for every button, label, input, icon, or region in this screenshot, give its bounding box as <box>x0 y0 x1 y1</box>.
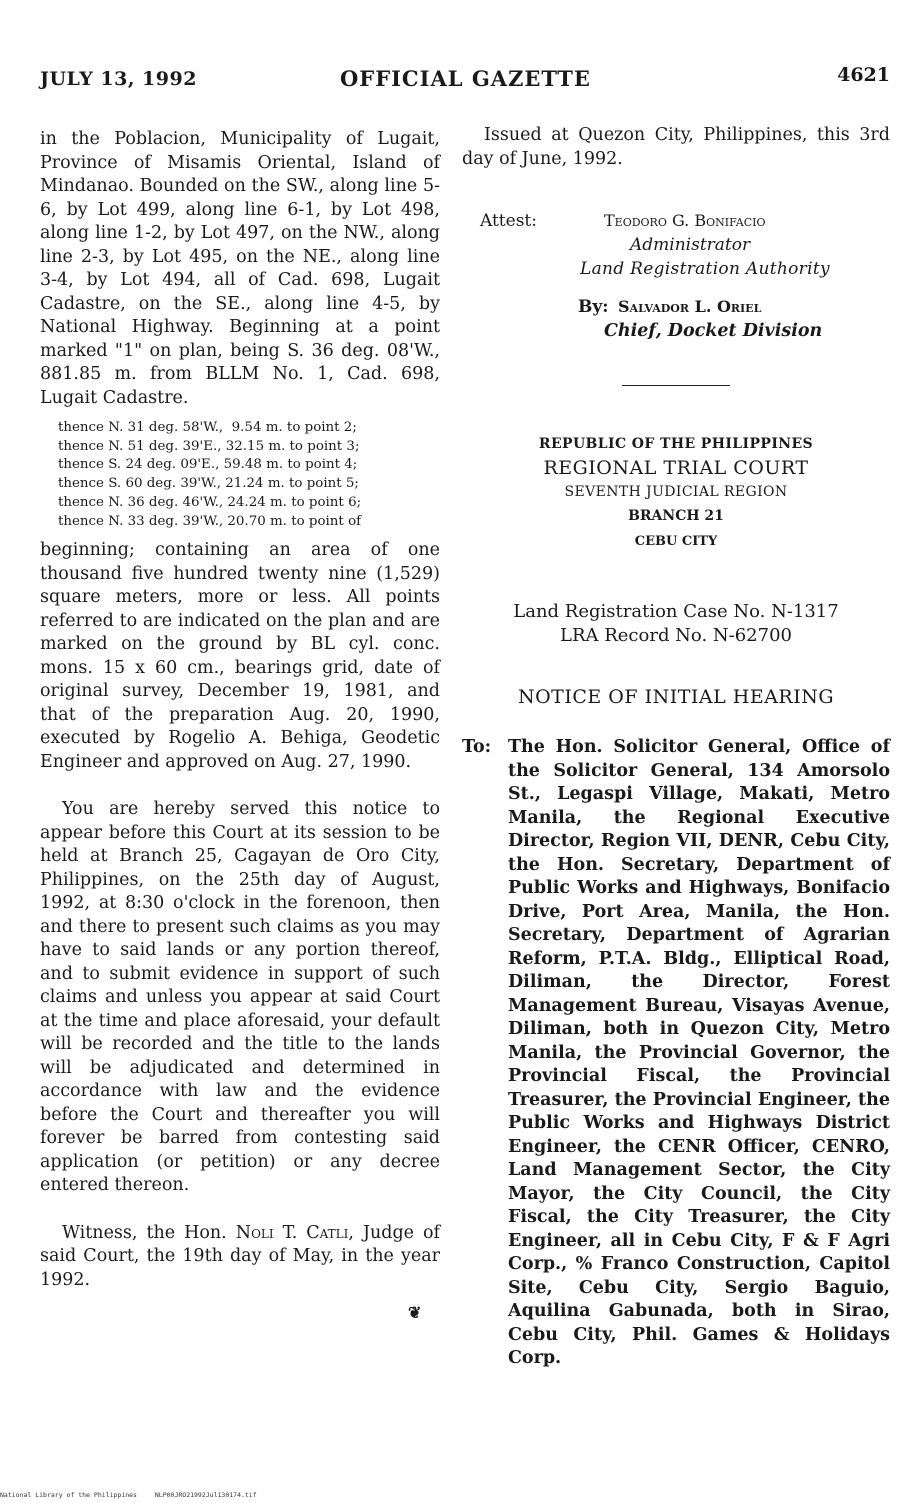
witness-paragraph: Witness, the Hon. Noli T. Catli, Judge of said Court, the 19th day of May, in the year 1992. <box>40 1222 441 1290</box>
docket-chief-name: Salvador L. Oriel <box>618 297 762 316</box>
addressees-list: The Hon. Solicitor General, Office of the Solicitor General, 134 Amorsolo St., Legaspi Village, Makati, Metro Manila, the Regional Executive Director, Region VII, DENR, Cebu City, the Hon. Secretary, Department of Public Works and Highways, Bonifacio Drive, Port Area, Manila, the Hon. Secretary, Department of Agrarian Reform, P.T.A. Bldg., Elliptical Road, Diliman, the Director, Forest Management Bureau, Visayas Avenue, Diliman, both in Quezon City, Metro Manila, the Provincial Governor, the Provincial Fiscal, the Provincial Treasurer, the Provincial Engineer, the Public Works and Highways District Engineer, the CENR Officer, CENRO, Land Management Sector, the City Mayor, the City Council, the City Fiscal, the City Treasurer, the City Engineer, all in Cebu City, F & F Agri Corp., % Franco Construction, Capitol Site, Cebu City, Sergio Baguio, Aquilina Gabunada, both in Sirao, Cebu City, Phil. Games & Holidays Corp. <box>508 737 890 1368</box>
branch: BRANCH 21 <box>628 508 724 524</box>
course-line: thence N. 36 deg. 46'W., 24.24 m. to point 6; <box>58 494 362 510</box>
notice-paragraph: You are hereby served this notice to appear before this Court at its session to be held at Branch 25, Cagayan de Oro City, Philippines, on the 25th day of August, 1992, at 8:30 o'clock in the forenoon, then and there to present such claims as you may have to said lands or any portion thereof, and to submit evidence in support of such claims and unless you appear at said Court at the time and place aforesaid, your default will be recorded and the title to the lands will be adjudicated and determined in accordance with law and the evidence before the Court and thereafter you will forever be barred from contesting said application (or petition) or any decree entered thereon. <box>40 799 440 1196</box>
issue-date: JULY 13, 1992 <box>40 68 197 90</box>
library-credit: National Library of the Philippines <box>0 1491 137 1499</box>
court-name: REGIONAL TRIAL COURT <box>543 457 809 479</box>
page-number: 4621 <box>837 64 890 86</box>
land-description: in the Poblacion, Municipality of Lugait, Province of Misamis Oriental, Island of Mindanao. Bounded on the SW., along line 5-6, by Lot 499, along line 6-1, by Lot 498, along line 1-2, by Lot 497, on the NW., along line 2-3, by Lot 495, on the NE., along line 3-4, by Lot 494, all of Cad. 698, Lugait Cadastre, on the SE., along line 4-5, by National Highway. Beginning at a point marked "1" on plan, being S. 36 deg. 08'W., 881.85 m. from BLLM No. 1, Cad. 698, Lugait Cadastre. <box>40 129 440 408</box>
attest-label: Attest: <box>480 211 537 231</box>
docket-chief-title: Chief, Docket Division <box>604 321 823 341</box>
lra-record-number: LRA Record No. N-62700 <box>559 625 792 646</box>
course-line: thence N. 31 deg. 58'W., 9.54 m. to point 2; <box>58 420 357 435</box>
to-label: To: <box>462 737 492 757</box>
notice-title: NOTICE OF INITIAL HEARING <box>517 686 835 708</box>
authority-name: Land Registration Authority <box>580 259 830 279</box>
case-numbers <box>462 600 890 648</box>
course-line: thence N. 33 deg. 39'W., 20.70 m. to point of <box>58 513 362 529</box>
left-column <box>40 128 440 1292</box>
court-heading <box>462 432 890 556</box>
scan-filename: NLP00JRO21992Jul130174.tif <box>154 1491 257 1499</box>
course-line: thence N. 51 deg. 39'E., 32.15 m. to point 3; <box>58 438 360 454</box>
right-column <box>462 124 890 1371</box>
republic-line: REPUBLIC OF THE PHILIPPINES <box>538 436 814 452</box>
area-description: beginning; containing an area of one thousand five hundred twenty nine (1,529) square meters, more or less. All points referred to are indicated on the plan and are marked on the ground by BL cyl. conc. mons. 15 x 60 cm., bearings grid, date of original survey, December 19, 1981, and that of the preparation Aug. 20, 1990, executed by Rogelio A. Behiga, Geodetic Engineer and approved on Aug. 27, 1990. <box>40 540 440 772</box>
addressees-block <box>462 736 890 1371</box>
page-header <box>40 62 890 102</box>
course-line: thence S. 24 deg. 09'E., 59.48 m. to point 4; <box>58 457 358 473</box>
by-label: By: <box>578 297 609 317</box>
publication-title: OFFICIAL GAZETTE <box>340 66 591 91</box>
administrator-title: Administrator <box>630 235 751 255</box>
judicial-region: SEVENTH JUDICIAL REGION <box>564 484 788 500</box>
section-divider <box>622 385 730 386</box>
administrator-name: Teodoro G. Bonifacio <box>604 211 766 230</box>
scan-footer <box>0 1491 271 1499</box>
course-line: thence S. 60 deg. 39'W., 21.24 m. to point 5; <box>58 476 359 492</box>
print-mark-icon: ❦ <box>408 1303 422 1322</box>
attest-block <box>462 211 890 341</box>
court-city: CEBU CITY <box>634 534 718 549</box>
issued-paragraph: Issued at Quezon City, Philippines, this 3rd day of June, 1992. <box>462 125 890 169</box>
case-number: Land Registration Case No. N-1317 <box>513 601 839 622</box>
judge-name: Noli T. Catli <box>235 1222 349 1243</box>
survey-courses <box>58 419 440 531</box>
